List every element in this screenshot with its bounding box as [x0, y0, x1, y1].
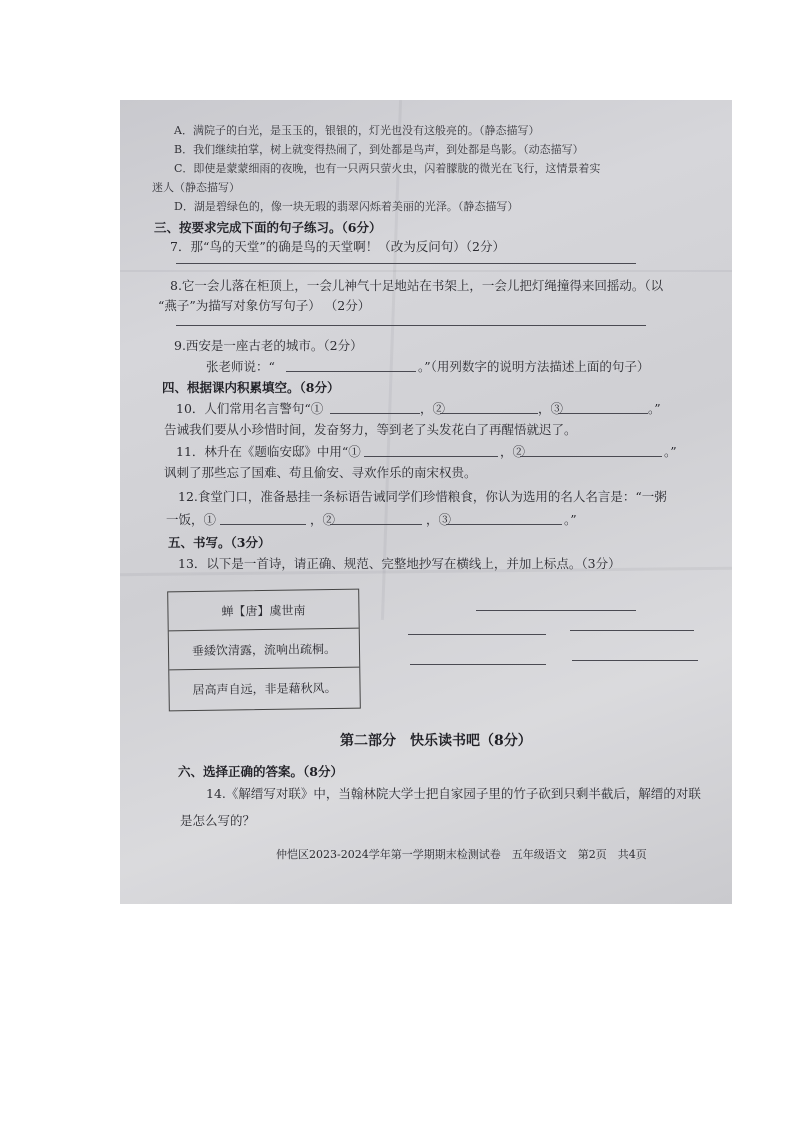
poem-line-2: 居高声自远，非是藉秋风。	[192, 680, 337, 697]
q9-say: 张老师说：“	[206, 359, 275, 374]
q10-blank-2[interactable]	[440, 413, 538, 414]
section5-heading: 五、书写。（3分）	[168, 535, 271, 550]
q11-blank-2[interactable]	[520, 456, 662, 457]
q10-text-cont: 告诫我们要从小珍惜时间，发奋努力，等到老了头发花白了再醒悟就迟了。	[164, 422, 577, 437]
q10-sep-2: ，②	[420, 401, 446, 416]
q11-start: 11．林升在《题临安邸》中用“①	[176, 444, 361, 459]
q9-instruction: 。”（用列数字的说明方法描述上面的句子）	[418, 359, 650, 374]
poem-line-1: 垂緌饮清露，流响出疏桐。	[169, 629, 360, 671]
option-d: D．湖是碧绿色的，像一块无瑕的翡翠闪烁着美丽的光泽。（静态描写）	[174, 200, 519, 213]
q8-text-cont: “燕子”为描写对象仿写句子） （2分）	[158, 298, 371, 313]
q12-sep-3: ，③	[426, 512, 452, 527]
section3-heading: 三、按要求完成下面的句子练习。（6分）	[154, 220, 382, 235]
paper-crease	[381, 100, 402, 620]
q12-blank-1[interactable]	[220, 524, 306, 525]
option-c-cont: 迷人（静态描写）	[152, 181, 240, 194]
q10-end: 。”	[648, 401, 661, 416]
q9-answer-line[interactable]	[286, 371, 416, 372]
q12-sep-2: ，②	[310, 512, 336, 527]
q12-end: 。”	[564, 512, 577, 527]
poem-copy-line[interactable]	[476, 610, 636, 611]
q12-start: 一饭，①	[166, 512, 217, 527]
q13-text: 13．以下是一首诗，请正确、规范、完整地抄写在横线上，并加上标点。（3分）	[178, 556, 621, 571]
q8-text: 8.它一会儿落在柜顶上，一会儿神气十足地站在书架上，一会儿把灯绳撞得来回摇动。（以	[170, 278, 664, 293]
q12-blank-3[interactable]	[446, 524, 562, 525]
poem-copy-line[interactable]	[410, 664, 546, 665]
q10-sep-3: ，③	[538, 401, 564, 416]
q12-blank-2[interactable]	[330, 524, 422, 525]
q10-blank-1[interactable]	[330, 413, 420, 414]
q10-start: 10．人们常用名言警句“①	[176, 401, 324, 416]
q12-text: 12.食堂门口，准备悬挂一条标语告诫同学们珍惜粮食，你认为选用的名人名言是：“一粥	[178, 489, 667, 504]
part2-heading: 第二部分 快乐读书吧（8分）	[340, 733, 532, 749]
option-c: C．即使是蒙蒙细雨的夜晚，也有一只两只萤火虫，闪着朦胧的微光在飞行，这情景着实	[174, 162, 601, 175]
option-b: B．我们继续拍掌，树上就变得热闹了，到处都是鸟声，到处都是鸟影。（动态描写）	[174, 143, 584, 156]
poem-copy-line[interactable]	[570, 630, 694, 631]
poem-copy-line[interactable]	[408, 634, 546, 635]
q9-text: 9.西安是一座古老的城市。（2分）	[174, 338, 363, 353]
option-a: A．满院子的白光，是玉玉的，银银的，灯光也没有这般亮的。（静态描写）	[174, 124, 540, 137]
page-footer: 仲恺区2023-2024学年第一学期期末检测试卷 五年级语文 第2页 共4页	[276, 848, 647, 861]
q11-end: 。”	[664, 444, 677, 459]
poem-title: 蝉【唐】虞世南	[168, 590, 359, 632]
poem-table	[167, 589, 361, 712]
q7-text: 7．那“鸟的天堂”的确是鸟的天堂啊！（改为反问句）（2分）	[170, 239, 505, 254]
q14-text: 14.《解缙写对联》中，当翰林院大学士把自家园子里的竹子砍到只剩半截后，解缙的对联	[206, 786, 701, 801]
section6-heading: 六、选择正确的答案。（8分）	[178, 764, 343, 779]
q11-blank-1[interactable]	[364, 456, 498, 457]
q10-blank-3[interactable]	[558, 413, 648, 414]
q11-text-cont: 讽刺了那些忘了国难、苟且偷安、寻欢作乐的南宋权贵。	[164, 465, 477, 480]
section4-heading: 四、根据课内积累填空。（8分）	[162, 380, 340, 395]
q14-text-cont: 是怎么写的？	[180, 813, 256, 828]
paper-crease	[120, 270, 732, 272]
q8-answer-line[interactable]	[176, 325, 646, 326]
poem-copy-line[interactable]	[572, 660, 698, 661]
q11-sep-2: ，②	[500, 444, 526, 459]
q7-answer-line[interactable]	[176, 263, 636, 264]
exam-photo	[120, 100, 732, 904]
